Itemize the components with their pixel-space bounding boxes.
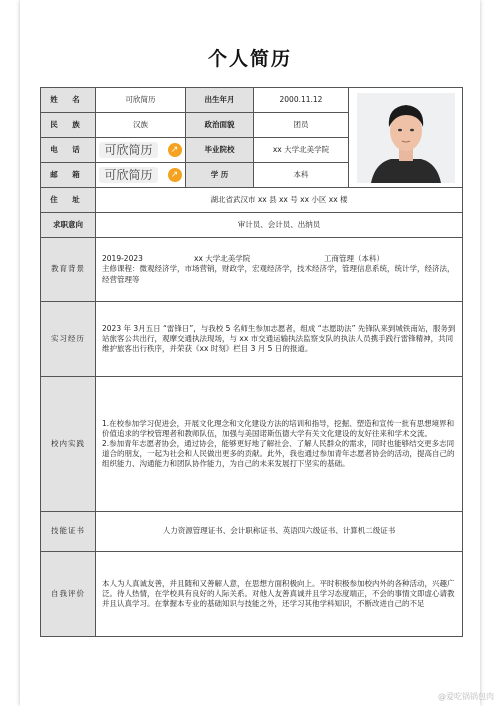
email-label: 邮 箱 — [41, 163, 96, 188]
campus-item-2: 2.参加青年志愿者协会，通过协会，能够更好地了解社会、了解人民群众的需求，同时也能够结交更多志同道合的朋友，一起为社会和人民做出更多的贡献。此外，我也通过参加青年志愿者协会的活动，提高自己的组织能力、沟通能力和团队协作能力，为自己的未来发展打下坚实的基础。 — [102, 438, 455, 469]
email-cell — [96, 163, 186, 188]
phone-cell — [96, 138, 186, 163]
address-value: 湖北省武汉市 xx 县 xx 号 xx 小区 xx 楼 — [96, 188, 463, 213]
education-courses: 主修课程：微观经济学，市场营销，财政学，宏观经济学，技术经济学，管理信息系统，统计学，经济法，经营管理等 — [102, 264, 455, 284]
resume-table — [40, 87, 463, 637]
campus-label: 校内实践 — [41, 377, 96, 512]
campus-item-1: 1.在校参加学习促进会，开展文化理念和文化建设方法的培训和指导，挖掘、塑造和宣传一批有思想境界和价值追求的学校管理者和教师队伍，加强与美国诺斯伍德大学有关文化建设的友好往来和学术交流。 — [102, 418, 455, 438]
school-label: 毕业院校 — [186, 138, 254, 163]
resume-page — [20, 0, 480, 706]
internship-text: 2023 年 3月五日 “雷锋日”，与我校 5 名师生参加志愿者，组成 “志愿助法” 先锋队来到城铁南站，服务到站旅客公共出行，观摩交通执法现场，与 xx 市交通运输执法监察支队的执法人员携手践行雷锋精神，共同维护旅客出行秩序，并荣获《xx 时刻》栏目 3 月 5 日的报道。 — [96, 302, 463, 377]
address-label: 住 址 — [41, 188, 96, 213]
education-content — [96, 238, 463, 302]
internship-label: 实习经历 — [41, 302, 96, 377]
political-label: 政治面貌 — [186, 113, 254, 138]
photo-cell — [349, 88, 463, 188]
portrait-photo — [357, 93, 455, 183]
page-title: 个人简历 — [207, 48, 292, 70]
self-eval-label: 自我评价 — [41, 552, 96, 637]
arrow-badge-icon[interactable]: ↗ — [168, 143, 182, 157]
arrow-badge-icon[interactable]: ↗ — [168, 168, 182, 182]
birth-label: 出生年月 — [186, 88, 254, 113]
education-major: 工商管理（本科） — [324, 254, 384, 264]
birth-value: 2000.11.12 — [254, 88, 349, 113]
intent-value: 审计员、会计员、出纳员 — [96, 213, 463, 238]
watermark-footer: @爱吃锅锅包肉 — [438, 692, 494, 701]
name-label: 姓 名 — [41, 88, 96, 113]
skills-text: 人力资源管理证书、会计职称证书、英语四六级证书、计算机二级证书 — [96, 512, 463, 552]
email-value: 可欣简历 — [99, 167, 157, 183]
intent-label: 求职意向 — [41, 213, 96, 238]
school-value: xx 大学北美学院 — [254, 138, 349, 163]
name-value: 可欣简历 — [96, 88, 186, 113]
education-label: 教育背景 — [41, 238, 96, 302]
self-eval-text: 本人为人真诚友善，并且随和又善解人意，在思想方面积极向上。平时积极参加校内外的各种活动，兴趣广泛。待人热情，在学校具有良好的人际关系。对他人友善真诚并且学习态度端正，不会的事情文即虚心请教并且认真学习。在掌握本专业的基础知识与技能之外，还学习其他学科知识，不断改进自己的不足 — [96, 552, 463, 637]
skills-label: 技能证书 — [41, 512, 96, 552]
degree-label: 学 历 — [186, 163, 254, 188]
phone-label: 电 话 — [41, 138, 96, 163]
education-school: xx 大学北美学院 — [194, 254, 251, 264]
education-period: 2019-2023 — [102, 254, 143, 264]
ethnic-label: 民 族 — [41, 113, 96, 138]
political-value: 团员 — [254, 113, 349, 138]
campus-content — [96, 377, 463, 512]
ethnic-value: 汉族 — [96, 113, 186, 138]
phone-value: 可欣简历 — [99, 142, 157, 158]
degree-value: 本科 — [254, 163, 349, 188]
